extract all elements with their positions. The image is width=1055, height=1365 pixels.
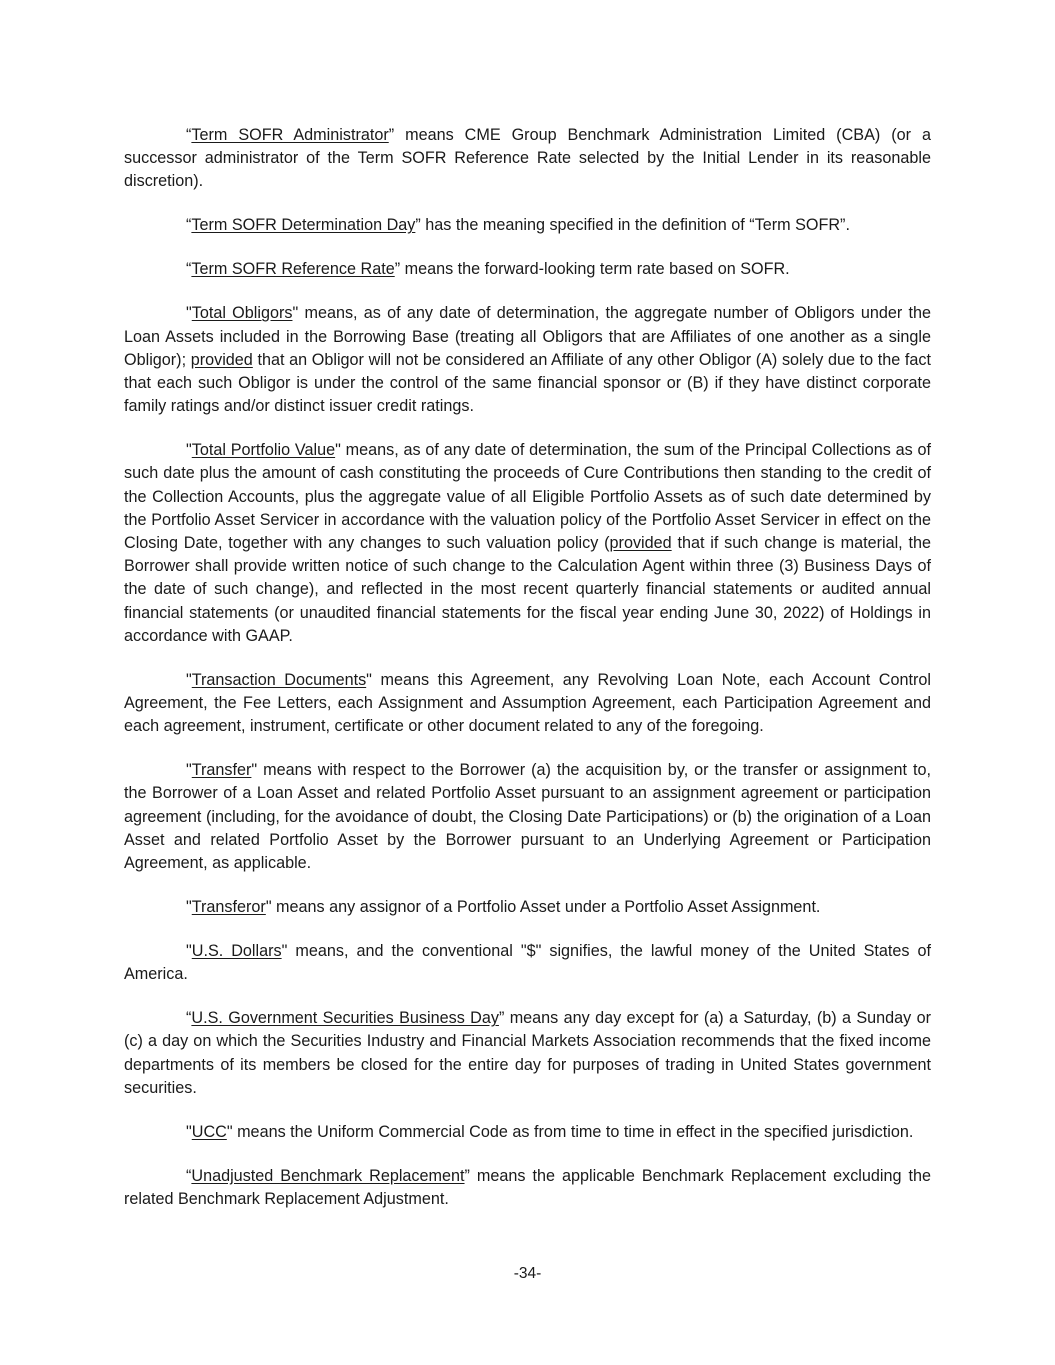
document-page bbox=[124, 124, 931, 1232]
definition-term-sofr-determination-day: “Term SOFR Determination Day” has the meaning specified in the definition of “Term SOFR”. bbox=[186, 216, 850, 235]
definition-text: means the applicable Benchmark Replacement excluding the related Benchmark Replacement Adjustment. bbox=[124, 1166, 932, 1209]
proviso-emphasis: provided bbox=[609, 534, 672, 553]
definition-text: means with respect to the Borrower (a) the acquisition by, or the transfer or assignment to, the Borrower of a Loan Asset and related Portfolio Asset pursuant to an assignment agreement or participation agreement (including, for the avoidance of doubt, the Closing Date Participations) or (b) the origination of a Loan Asset and related Portfolio Asset by the Borrower pursuant to an Underlying Agreement or Participation Agreement, as applicable. bbox=[124, 761, 931, 873]
defined-term: Transferor bbox=[191, 898, 266, 917]
definition-text: means, as of any date of determination, the sum of the Principal Collections as of such date plus the amount of cash constituting the proceeds of Cure Contributions then standing to the credit of the Collection Accounts, plus the aggregate value of all Eligible Portfolio Assets as of such date determined by the Portfolio Asset Servicer in accordance with the valuation policy of the Portfolio Asset Servicer in effect on the Closing Date, together with any changes to such valuation policy ( bbox=[124, 441, 931, 553]
proviso-emphasis: provided bbox=[190, 350, 253, 369]
defined-term: Term SOFR Administrator bbox=[191, 126, 389, 144]
definition-text: means, and the conventional "$" signifies, the lawful money of the United States of America. bbox=[124, 942, 931, 984]
definition-us-government-securities-business-day: “U.S. Government Securities Business Day” means any day except for (a) a Saturday, (b) a Sunday or (c) a day on which the Securities Industry and Financial Markets Association recommends that the fixed income departments of its members be closed for the entire day for purposes of trading in United States government securities. bbox=[124, 1009, 931, 1097]
definition-term-sofr-reference-rate: “Term SOFR Reference Rate” means the forward-looking term rate based on SOFR. bbox=[186, 260, 790, 279]
definition-text-continued: that an Obligor will not be considered an Affiliate of any other Obligor (A) solely due to the fact that each such Obligor is under the control of the same financial sponsor or (B) if they have distinct corporate family ratings and/or distinct issuer credit ratings. bbox=[124, 350, 931, 416]
definition-unadjusted-benchmark-replacement: “Unadjusted Benchmark Replacement” means the applicable Benchmark Replacement excluding the related Benchmark Replacement Adjustment. bbox=[124, 1166, 932, 1209]
definition-text: means this Agreement, any Revolving Loan Note, each Account Control Agreement, the Fee Letters, each Assignment and Assumption Agreement, each Participation Agreement and each agreement, instrument, certificate or other document related to any of the foregoing. bbox=[124, 670, 931, 736]
definition-text: means the forward-looking term rate based on SOFR. bbox=[400, 260, 790, 279]
defined-term: Transfer bbox=[191, 761, 252, 780]
definition-text: means any assignor of a Portfolio Asset under a Portfolio Asset Assignment. bbox=[271, 898, 821, 917]
defined-term: UCC bbox=[191, 1122, 227, 1141]
definition-term-sofr-administrator: “Term SOFR Administrator” means CME Group Benchmark Administration Limited (CBA) (or a successor administrator of the Term SOFR Reference Rate selected by the Initial Lender in its reasonable discretion). bbox=[124, 126, 931, 191]
definition-total-obligors: "Total Obligors" means, as of any date of determination, the aggregate number of Obligors under the Loan Assets included in the Borrowing Base (treating all Obligors that are Affiliates of one another as a single Obligor); provided that an Obligor will not be considered an Affiliate of any other Obligor (A) solely due to the fact that each such Obligor is under the control of the same financial sponsor or (B) if they have distinct corporate family ratings and/or distinct issuer credit ratings. bbox=[124, 304, 931, 416]
defined-term: U.S. Dollars bbox=[191, 942, 282, 961]
defined-term: Total Obligors bbox=[191, 304, 293, 323]
definition-ucc: "UCC" means the Uniform Commercial Code as from time to time in effect in the specified jurisdiction. bbox=[186, 1122, 914, 1141]
defined-term: Total Portfolio Value bbox=[191, 441, 336, 460]
definition-text: means the Uniform Commercial Code as from time to time in effect in the specified jurisdiction. bbox=[232, 1122, 914, 1141]
defined-term: Transaction Documents bbox=[191, 670, 367, 689]
page-number: -34- bbox=[513, 1265, 542, 1282]
definition-text: has the meaning specified in the definition of “Term SOFR”. bbox=[420, 216, 850, 235]
definition-text: means any day except for (a) a Saturday, (b) a Sunday or (c) a day on which the Securities Industry and Financial Markets Association recommends that the fixed income departments of its members be closed for the entire day for purposes of trading in United States government securities. bbox=[124, 1009, 931, 1097]
definition-text: means CME Group Benchmark Administration Limited (CBA) (or a successor administrator of the Term SOFR Reference Rate selected by the Initial Lender in its reasonable discretion). bbox=[124, 126, 931, 191]
defined-term: Term SOFR Determination Day bbox=[191, 216, 416, 235]
definition-text: means, as of any date of determination, the aggregate number of Obligors under the Loan Assets included in the Borrowing Base (treating all Obligors that are Affiliates of one another as a single Obligor); bbox=[124, 304, 931, 369]
definition-transferor: "Transferor" means any assignor of a Portfolio Asset under a Portfolio Asset Assignment. bbox=[186, 898, 821, 917]
definition-us-dollars: "U.S. Dollars" means, and the conventional "$" signifies, the lawful money of the United States of America. bbox=[124, 942, 931, 984]
definition-total-portfolio-value: "Total Portfolio Value" means, as of any date of determination, the sum of the Principal Collections as of such date plus the amount of cash constituting the proceeds of Cure Contributions then standing to the credit of the Collection Accounts, plus the aggregate value of all Eligible Portfolio Assets as of such date determined by the Portfolio Asset Servicer in accordance with the valuation policy of the Portfolio Asset Servicer in effect on the Closing Date, together with any changes to such valuation policy (provided that if such change is material, the Borrower shall provide written notice of such change to the Calculation Agent within three (3) Business Days of the date of such change), and reflected in the most recent quarterly financial statements or audited annual financial statements (or unaudited financial statements for the fiscal year ending June 30, 2022) of Holdings in accordance with GAAP. bbox=[124, 441, 931, 645]
defined-term: U.S. Government Securities Business Day bbox=[191, 1009, 499, 1028]
definition-transaction-documents: "Transaction Documents" means this Agreement, any Revolving Loan Note, each Account Control Agreement, the Fee Letters, each Assignment and Assumption Agreement, each Participation Agreement and each agreement, instrument, certificate or other document related to any of the foregoing. bbox=[124, 670, 931, 736]
defined-term: Term SOFR Reference Rate bbox=[191, 260, 395, 279]
definition-text-continued: that if such change is material, the Borrower shall provide written notice of such change to the Calculation Agent within three (3) Business Days of the date of such change), and reflected in the most recent quarterly financial statements or audited annual financial statements (or unaudited financial statements for the fiscal year ending June 30, 2022) of Holdings in accordance with GAAP. bbox=[124, 534, 931, 645]
definition-transfer: "Transfer" means with respect to the Borrower (a) the acquisition by, or the transfer or assignment to, the Borrower of a Loan Asset and related Portfolio Asset pursuant to an assignment agreement or participation agreement (including, for the avoidance of doubt, the Closing Date Participations) or (b) the origination of a Loan Asset and related Portfolio Asset by the Borrower pursuant to an Underlying Agreement or Participation Agreement, as applicable. bbox=[124, 761, 931, 873]
defined-term: Unadjusted Benchmark Replacement bbox=[191, 1166, 465, 1185]
